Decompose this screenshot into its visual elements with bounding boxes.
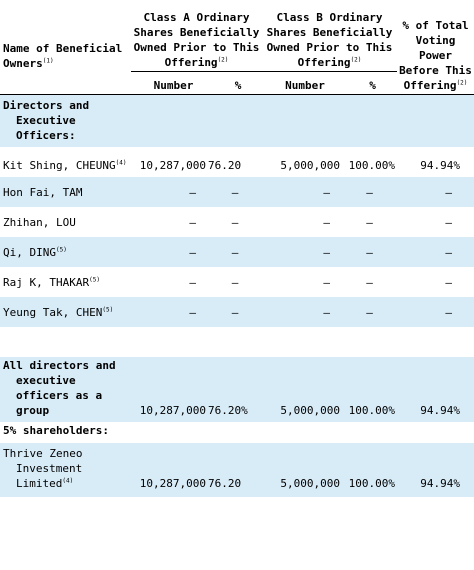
class-b-number: — (323, 216, 330, 229)
empty-cell (342, 422, 397, 443)
spacer-row (0, 327, 474, 357)
class-b-percent: — (342, 297, 397, 327)
class-b-footnote: (2) (350, 56, 362, 64)
class-b-number-header: Number (262, 72, 342, 95)
class-a-percent: — (208, 237, 262, 267)
class-a-percent-header: % (208, 72, 262, 95)
owner-name-text: Yeung Tak, CHEN (3, 306, 103, 319)
voting-power-header (397, 0, 474, 95)
class-a-number: — (189, 276, 196, 289)
class-b-number: — (323, 276, 330, 289)
section-five-percent-label: 5% shareholders: (3, 424, 109, 437)
class-a-percent: 76.20% (208, 357, 262, 422)
owner-name (0, 297, 131, 327)
owner-footnote: (5) (102, 306, 114, 314)
owner-name-text: Raj K, THAKAR (3, 276, 90, 289)
class-b-percent: — (366, 276, 373, 289)
class-b-percent: — (342, 177, 397, 207)
voting-percent: — (397, 177, 474, 207)
group-total-label: All directors and executive officers as a group (0, 357, 131, 422)
table-row (0, 267, 474, 297)
class-a-number: 10,287,000 (131, 357, 208, 422)
table-row (0, 177, 474, 207)
table-row (0, 443, 474, 497)
class-b-number: — (262, 177, 342, 207)
class-b-number: 5,000,000 (262, 443, 342, 497)
class-a-number: — (131, 237, 208, 267)
empty-cell (208, 95, 262, 148)
class-a-percent: — (231, 216, 239, 229)
voting-percent: 94.94% (397, 443, 474, 497)
voting-power-footnote: (2) (456, 79, 468, 87)
table-row (0, 237, 474, 267)
owner-footnote: (5) (55, 246, 67, 254)
spacer-cell (0, 327, 474, 357)
owner-name (0, 267, 131, 297)
class-a-percent: — (208, 297, 262, 327)
header-row (0, 0, 474, 72)
class-a-number: — (131, 177, 208, 207)
owner-name-text: Qi, DING (3, 246, 56, 259)
owner-name-text: Zhihan, LOU (3, 216, 76, 229)
owner-name (0, 177, 131, 207)
class-a-number: — (189, 216, 196, 229)
name-column-header-text: Name of Beneficial Owners (3, 41, 123, 70)
class-a-percent: — (231, 276, 239, 289)
class-a-percent: — (208, 177, 262, 207)
class-a-number: 10,287,000 (131, 443, 208, 497)
owner-name-text: Thrive Zeneo Investment Limited (3, 447, 83, 490)
voting-percent: — (397, 237, 474, 267)
class-a-number: 10,287,000 (139, 159, 206, 172)
owner-footnote: (5) (89, 276, 100, 284)
voting-percent: — (445, 216, 452, 229)
class-b-percent: 100.00% (348, 159, 395, 172)
table-row (0, 147, 474, 177)
voting-percent: 94.94% (397, 357, 474, 422)
owner-footnote: (4) (62, 477, 74, 485)
class-a-percent: 76.20 (208, 443, 262, 497)
empty-cell (131, 95, 208, 148)
class-a-percent: 76.20 (208, 159, 242, 172)
voting-percent: — (445, 276, 452, 289)
empty-cell (131, 422, 208, 443)
empty-cell (397, 95, 474, 148)
class-b-percent: 100.00% (342, 443, 397, 497)
class-b-percent-header: % (342, 72, 397, 95)
class-b-header-text: Class B Ordinary Shares Beneficially Owned Prior to This Offering (266, 11, 393, 69)
section-directors-label: Directors and Executive Officers: (0, 95, 131, 148)
class-b-percent: — (366, 216, 373, 229)
section-five-percent-row (0, 422, 474, 443)
owner-name-text: Kit Shing, CHEUNG (3, 159, 116, 172)
empty-cell (342, 95, 397, 148)
class-b-number: 5,000,000 (280, 159, 340, 172)
table-row (0, 297, 474, 327)
empty-cell (262, 95, 342, 148)
class-b-header (262, 0, 397, 72)
name-column-header (0, 0, 131, 72)
owner-name (0, 443, 131, 497)
table-row (0, 207, 474, 237)
empty-cell (397, 422, 474, 443)
class-b-number: 5,000,000 (262, 357, 342, 422)
voting-percent: 94.94% (420, 159, 460, 172)
group-total-row (0, 357, 474, 422)
class-a-number: — (131, 297, 208, 327)
class-a-header-text: Class A Ordinary Shares Beneficially Owned Prior to This Offering (133, 11, 260, 69)
class-a-number-header: Number (131, 72, 208, 95)
owner-name (0, 207, 131, 237)
owner-name-text: Hon Fai, TAM (3, 186, 83, 199)
section-directors-row (0, 95, 474, 148)
class-a-header (131, 0, 262, 72)
owner-name (0, 147, 131, 177)
class-b-percent: — (342, 237, 397, 267)
owner-name (0, 237, 131, 267)
name-column-footnote: (1) (42, 56, 54, 64)
owner-footnote: (4) (115, 159, 127, 167)
class-a-footnote: (2) (217, 56, 229, 64)
empty-cell (262, 422, 342, 443)
name-subheader-cell (0, 72, 131, 95)
class-b-number: — (262, 297, 342, 327)
voting-power-header-text: % of Total Voting Power Before This Offering (399, 19, 472, 92)
empty-cell (208, 422, 262, 443)
voting-percent: — (397, 297, 474, 327)
class-b-number: — (262, 237, 342, 267)
class-b-percent: 100.00% (342, 357, 397, 422)
